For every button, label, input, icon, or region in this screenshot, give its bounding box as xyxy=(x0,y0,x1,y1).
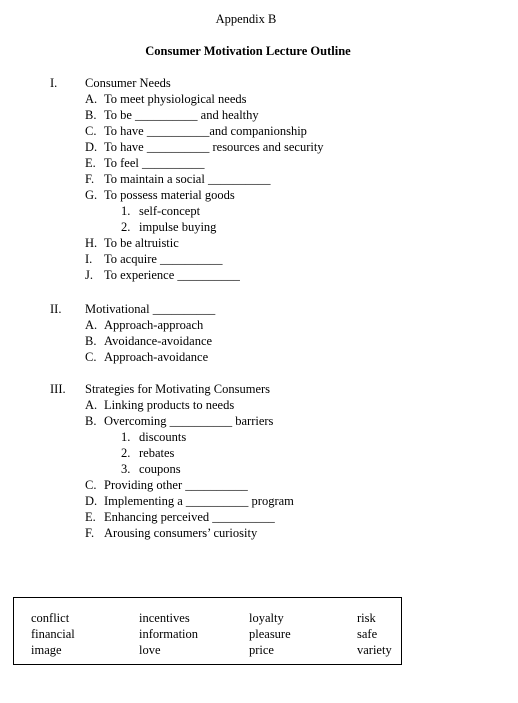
item-letter: E. xyxy=(85,510,96,524)
item-letter: F. xyxy=(85,526,95,540)
outline-item xyxy=(0,235,518,251)
item-letter: B. xyxy=(85,108,97,122)
outline-item xyxy=(0,267,518,283)
subitem-number: 1. xyxy=(121,204,131,218)
item-text: To have __________and companionship xyxy=(104,124,307,138)
section-heading xyxy=(0,301,518,317)
section-heading-text: Strategies for Motivating Consumers xyxy=(85,382,271,396)
item-letter: A. xyxy=(85,92,98,106)
word-bank-term: financial xyxy=(31,627,75,641)
item-letter: C. xyxy=(85,478,97,492)
subitem-text: self-concept xyxy=(139,204,201,218)
section-heading xyxy=(0,381,518,397)
subitem-text: impulse buying xyxy=(139,220,217,234)
outline-item xyxy=(0,317,518,333)
item-text: To maintain a social __________ xyxy=(104,172,271,186)
outline-item xyxy=(0,477,518,493)
subitem-text: discounts xyxy=(139,430,187,444)
item-text: Avoidance-avoidance xyxy=(104,334,213,348)
subitem-number: 3. xyxy=(121,462,131,476)
section-heading xyxy=(0,75,518,91)
section-heading-text: Motivational __________ xyxy=(85,302,216,316)
outline-item xyxy=(0,525,518,541)
item-letter: B. xyxy=(85,414,97,428)
outline-item xyxy=(0,397,518,413)
outline-subitem xyxy=(0,445,518,461)
item-text: To be altruistic xyxy=(104,236,179,250)
subitem-text: coupons xyxy=(139,462,181,476)
section-heading-text: Consumer Needs xyxy=(85,76,171,90)
outline-item xyxy=(0,251,518,267)
appendix-label: Appendix B xyxy=(215,12,277,26)
item-text: Linking products to needs xyxy=(104,398,235,412)
outline-item xyxy=(0,107,518,123)
outline-item xyxy=(0,155,518,171)
outline-item xyxy=(0,413,518,429)
item-letter: D. xyxy=(85,494,98,508)
item-letter: B. xyxy=(85,334,97,348)
word-bank-term: safe xyxy=(357,627,378,641)
item-text: Arousing consumers’ curiosity xyxy=(104,526,258,540)
outline-subitem xyxy=(0,461,518,477)
item-letter: F. xyxy=(85,172,95,186)
item-letter: A. xyxy=(85,318,98,332)
item-text: To have __________ resources and security xyxy=(104,140,324,154)
word-bank-term: loyalty xyxy=(249,611,284,625)
outline-subitem xyxy=(0,203,518,219)
item-letter: E. xyxy=(85,156,96,170)
item-letter: H. xyxy=(85,236,98,250)
outline-item xyxy=(0,123,518,139)
outline-item xyxy=(0,493,518,509)
item-text: Enhancing perceived __________ xyxy=(104,510,275,524)
item-letter: J. xyxy=(85,268,93,282)
outline-section xyxy=(0,75,518,283)
item-text: To experience __________ xyxy=(104,268,240,282)
section-number: II. xyxy=(50,302,62,316)
word-bank-term: pleasure xyxy=(249,627,291,641)
word-bank-term: image xyxy=(31,643,62,657)
item-text: Approach-approach xyxy=(104,318,204,332)
item-text: To acquire __________ xyxy=(104,252,223,266)
outline-subitem xyxy=(0,219,518,235)
item-letter: C. xyxy=(85,350,97,364)
item-text: To possess material goods xyxy=(104,188,235,202)
item-letter: C. xyxy=(85,124,97,138)
word-bank-term: information xyxy=(139,627,199,641)
outline-item xyxy=(0,171,518,187)
item-letter: D. xyxy=(85,140,98,154)
item-letter: G. xyxy=(85,188,98,202)
word-bank-term: love xyxy=(139,643,161,657)
item-letter: A. xyxy=(85,398,98,412)
item-text: To meet physiological needs xyxy=(104,92,247,106)
subitem-number: 1. xyxy=(121,430,131,444)
word-bank-box xyxy=(13,597,402,665)
outline-item xyxy=(0,91,518,107)
outline-item xyxy=(0,349,518,365)
word-bank-term: price xyxy=(249,643,274,657)
item-text: Providing other __________ xyxy=(104,478,248,492)
subitem-text: rebates xyxy=(139,446,175,460)
word-bank-grid xyxy=(31,610,417,658)
section-number: I. xyxy=(50,76,58,90)
item-letter: I. xyxy=(85,252,93,266)
item-text: To feel __________ xyxy=(104,156,205,170)
outline-section xyxy=(0,301,518,365)
item-text: To be __________ and healthy xyxy=(104,108,259,122)
item-text: Implementing a __________ program xyxy=(104,494,294,508)
section-number: III. xyxy=(50,382,66,396)
word-bank-term: variety xyxy=(357,643,392,657)
outline-item xyxy=(0,333,518,349)
word-bank-term: conflict xyxy=(31,611,70,625)
outline-subitem xyxy=(0,429,518,445)
document-title: Consumer Motivation Lecture Outline xyxy=(145,44,351,58)
subitem-number: 2. xyxy=(121,220,131,234)
item-text: Approach-avoidance xyxy=(104,350,209,364)
outline-section xyxy=(0,381,518,541)
word-bank-term: risk xyxy=(357,611,376,625)
outline-item xyxy=(0,139,518,155)
outline-item xyxy=(0,509,518,525)
outline-item xyxy=(0,187,518,203)
subitem-number: 2. xyxy=(121,446,131,460)
word-bank-term: incentives xyxy=(139,611,190,625)
item-text: Overcoming __________ barriers xyxy=(104,414,274,428)
